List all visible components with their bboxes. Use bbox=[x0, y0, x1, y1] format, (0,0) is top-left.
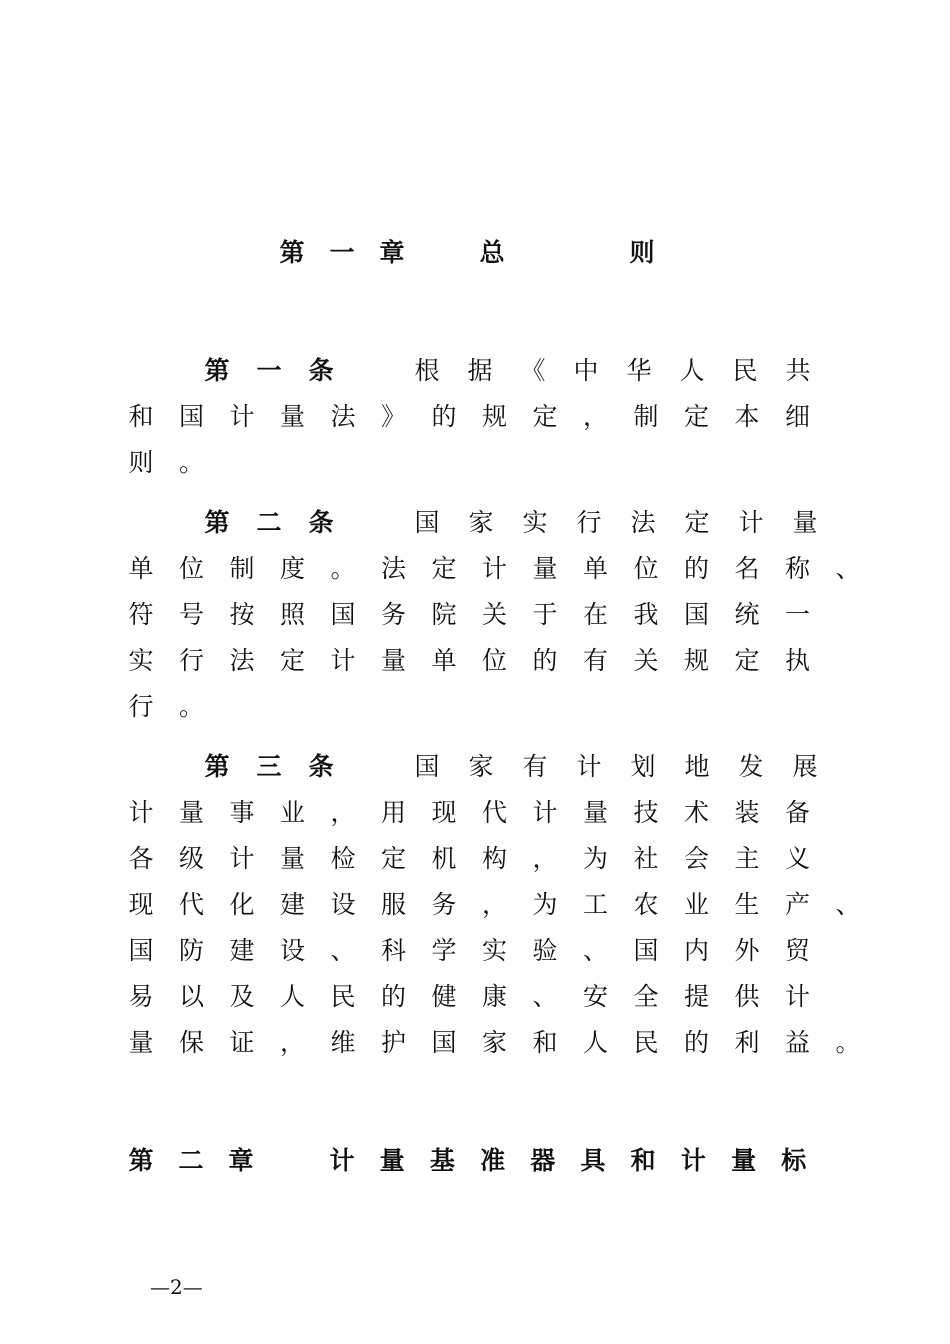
glyph: 划 bbox=[630, 752, 656, 781]
glyph: 的 bbox=[683, 554, 709, 583]
glyph: 全 bbox=[633, 982, 659, 1011]
glyph: 名 bbox=[734, 554, 760, 583]
glyph: 第 bbox=[128, 1146, 154, 1175]
glyph: 量 bbox=[731, 1146, 757, 1175]
glyph: 及 bbox=[229, 982, 255, 1011]
glyph: 人 bbox=[279, 982, 305, 1011]
glyph: 计 bbox=[229, 844, 255, 873]
glyph: 现 bbox=[431, 798, 457, 827]
glyph: 和 bbox=[532, 1028, 558, 1057]
glyph: 人 bbox=[582, 1028, 608, 1057]
glyph: 民 bbox=[330, 982, 356, 1011]
glyph: 条 bbox=[308, 752, 334, 781]
glyph: 量 bbox=[279, 402, 305, 431]
glyph: 执 bbox=[784, 646, 810, 675]
glyph: 共 bbox=[785, 356, 811, 385]
glyph: 义 bbox=[784, 844, 810, 873]
glyph: 条 bbox=[308, 356, 334, 385]
glyph: 术 bbox=[683, 798, 709, 827]
glyph: 代 bbox=[481, 798, 507, 827]
glyph: 院 bbox=[431, 600, 457, 629]
glyph: 准 bbox=[480, 1146, 506, 1175]
page-number: —2— bbox=[150, 1275, 203, 1299]
glyph: 建 bbox=[279, 890, 305, 919]
glyph: 民 bbox=[732, 356, 758, 385]
glyph: 量 bbox=[792, 508, 818, 537]
glyph: ， bbox=[279, 1028, 305, 1057]
glyph: ， bbox=[481, 890, 507, 919]
glyph: 称 bbox=[784, 554, 810, 583]
glyph: 国 bbox=[330, 600, 356, 629]
glyph: 社 bbox=[633, 844, 659, 873]
glyph: ， bbox=[582, 402, 608, 431]
glyph: 级 bbox=[178, 844, 204, 873]
glyph: 维 bbox=[330, 1028, 356, 1057]
glyph: 定 bbox=[683, 402, 709, 431]
glyph: 健 bbox=[431, 982, 457, 1011]
glyph: 为 bbox=[532, 890, 558, 919]
glyph: 关 bbox=[481, 600, 507, 629]
glyph: 易 bbox=[128, 982, 154, 1011]
glyph: 在 bbox=[582, 600, 608, 629]
glyph: 化 bbox=[229, 890, 255, 919]
glyph: 、 bbox=[835, 554, 861, 583]
glyph: 位 bbox=[178, 554, 204, 583]
glyph: 法 bbox=[380, 554, 406, 583]
glyph: 防 bbox=[178, 936, 204, 965]
glyph: 各 bbox=[128, 844, 154, 873]
glyph: 民 bbox=[633, 1028, 659, 1057]
glyph: 的 bbox=[532, 646, 558, 675]
glyph: 、 bbox=[582, 936, 608, 965]
glyph: 量 bbox=[380, 646, 406, 675]
glyph: 。 bbox=[178, 692, 204, 721]
glyph: 和 bbox=[630, 1146, 656, 1175]
glyph: 备 bbox=[784, 798, 810, 827]
glyph: 单 bbox=[431, 646, 457, 675]
glyph: 计 bbox=[128, 798, 154, 827]
glyph: 根 bbox=[414, 356, 440, 385]
glyph: 照 bbox=[279, 600, 305, 629]
glyph: 则 bbox=[629, 238, 655, 267]
glyph: 三 bbox=[256, 752, 282, 781]
glyph: 益 bbox=[784, 1028, 810, 1057]
glyph: 我 bbox=[633, 600, 659, 629]
glyph: 以 bbox=[178, 982, 204, 1011]
glyph: 会 bbox=[683, 844, 709, 873]
glyph: 量 bbox=[279, 844, 305, 873]
glyph: 供 bbox=[734, 982, 760, 1011]
glyph: 实 bbox=[522, 508, 548, 537]
glyph: 统 bbox=[734, 600, 760, 629]
glyph: 服 bbox=[380, 890, 406, 919]
glyph: 检 bbox=[330, 844, 356, 873]
glyph: 产 bbox=[784, 890, 810, 919]
glyph: 的 bbox=[683, 1028, 709, 1057]
glyph: 行 bbox=[576, 508, 602, 537]
glyph: 二 bbox=[178, 1146, 204, 1175]
glyph: 一 bbox=[784, 600, 810, 629]
glyph: 用 bbox=[380, 798, 406, 827]
glyph: 。 bbox=[178, 448, 204, 477]
glyph: 人 bbox=[679, 356, 705, 385]
glyph: 外 bbox=[734, 936, 760, 965]
glyph: 位 bbox=[633, 554, 659, 583]
glyph: 、 bbox=[532, 982, 558, 1011]
glyph: 计 bbox=[576, 752, 602, 781]
glyph: 事 bbox=[229, 798, 255, 827]
glyph: 主 bbox=[734, 844, 760, 873]
glyph: 度 bbox=[279, 554, 305, 583]
glyph: 符 bbox=[128, 600, 154, 629]
glyph: 量 bbox=[532, 554, 558, 583]
glyph: 量 bbox=[582, 798, 608, 827]
glyph: 、 bbox=[835, 890, 861, 919]
glyph: 章 bbox=[379, 238, 405, 267]
glyph: 国 bbox=[414, 508, 440, 537]
glyph: 务 bbox=[431, 890, 457, 919]
glyph: 农 bbox=[633, 890, 659, 919]
glyph: 总 bbox=[479, 238, 505, 267]
glyph: 技 bbox=[633, 798, 659, 827]
glyph: 设 bbox=[279, 936, 305, 965]
glyph: 现 bbox=[128, 890, 154, 919]
glyph: 于 bbox=[532, 600, 558, 629]
glyph: 计 bbox=[481, 554, 507, 583]
glyph: 。 bbox=[330, 554, 356, 583]
glyph: 行 bbox=[128, 692, 154, 721]
glyph: 证 bbox=[229, 1028, 255, 1057]
glyph: 提 bbox=[683, 982, 709, 1011]
glyph: 为 bbox=[582, 844, 608, 873]
glyph: 法 bbox=[630, 508, 656, 537]
glyph: 计 bbox=[784, 982, 810, 1011]
glyph: 第 bbox=[204, 356, 230, 385]
glyph: 规 bbox=[481, 402, 507, 431]
glyph: 单 bbox=[582, 554, 608, 583]
glyph: 法 bbox=[330, 402, 356, 431]
glyph: 康 bbox=[481, 982, 507, 1011]
glyph: 基 bbox=[429, 1146, 455, 1175]
glyph: 量 bbox=[128, 1028, 154, 1057]
glyph: 具 bbox=[580, 1146, 606, 1175]
glyph: 国 bbox=[178, 402, 204, 431]
glyph: 建 bbox=[229, 936, 255, 965]
glyph: 国 bbox=[431, 1028, 457, 1057]
glyph: 量 bbox=[379, 1146, 405, 1175]
glyph: 家 bbox=[481, 1028, 507, 1057]
glyph: 按 bbox=[229, 600, 255, 629]
glyph: 标 bbox=[781, 1146, 807, 1175]
glyph: 第 bbox=[204, 508, 230, 537]
glyph: 护 bbox=[380, 1028, 406, 1057]
glyph: 定 bbox=[734, 646, 760, 675]
glyph: ， bbox=[532, 844, 558, 873]
glyph: 《 bbox=[520, 356, 546, 385]
glyph: 则 bbox=[128, 448, 154, 477]
glyph: 发 bbox=[738, 752, 764, 781]
glyph: 定 bbox=[279, 646, 305, 675]
glyph: 计 bbox=[229, 402, 255, 431]
glyph: 利 bbox=[734, 1028, 760, 1057]
glyph: 工 bbox=[582, 890, 608, 919]
glyph: 贸 bbox=[784, 936, 810, 965]
glyph: 据 bbox=[467, 356, 493, 385]
glyph: 、 bbox=[330, 936, 356, 965]
glyph: 有 bbox=[582, 646, 608, 675]
glyph: 验 bbox=[532, 936, 558, 965]
glyph: 器 bbox=[530, 1146, 556, 1175]
glyph: 国 bbox=[414, 752, 440, 781]
glyph: 安 bbox=[582, 982, 608, 1011]
glyph: 本 bbox=[734, 402, 760, 431]
glyph: 量 bbox=[178, 798, 204, 827]
glyph: 制 bbox=[229, 554, 255, 583]
glyph: 华 bbox=[626, 356, 652, 385]
glyph: 中 bbox=[573, 356, 599, 385]
glyph: 。 bbox=[835, 1028, 861, 1057]
glyph: 计 bbox=[329, 1146, 355, 1175]
glyph: 定 bbox=[532, 402, 558, 431]
glyph: 条 bbox=[308, 508, 334, 537]
glyph: 保 bbox=[178, 1028, 204, 1057]
glyph: 章 bbox=[228, 1146, 254, 1175]
glyph: 国 bbox=[683, 600, 709, 629]
glyph: 细 bbox=[784, 402, 810, 431]
glyph: 国 bbox=[128, 936, 154, 965]
glyph: 的 bbox=[431, 402, 457, 431]
glyph: 位 bbox=[481, 646, 507, 675]
glyph: 实 bbox=[481, 936, 507, 965]
glyph: 的 bbox=[380, 982, 406, 1011]
glyph: 和 bbox=[128, 402, 154, 431]
glyph: 地 bbox=[684, 752, 710, 781]
glyph: 定 bbox=[684, 508, 710, 537]
glyph: 内 bbox=[683, 936, 709, 965]
glyph: 定 bbox=[380, 844, 406, 873]
glyph: 规 bbox=[683, 646, 709, 675]
glyph: 装 bbox=[734, 798, 760, 827]
glyph: 计 bbox=[680, 1146, 706, 1175]
glyph: ， bbox=[330, 798, 356, 827]
glyph: 制 bbox=[633, 402, 659, 431]
glyph: 法 bbox=[229, 646, 255, 675]
glyph: 计 bbox=[532, 798, 558, 827]
glyph: 展 bbox=[792, 752, 818, 781]
glyph: 家 bbox=[468, 752, 494, 781]
glyph: 业 bbox=[279, 798, 305, 827]
glyph: 业 bbox=[683, 890, 709, 919]
glyph: 实 bbox=[128, 646, 154, 675]
glyph: 代 bbox=[178, 890, 204, 919]
glyph: 有 bbox=[522, 752, 548, 781]
glyph: 一 bbox=[256, 356, 282, 385]
glyph: 》 bbox=[380, 402, 406, 431]
glyph: 单 bbox=[128, 554, 154, 583]
glyph: 关 bbox=[633, 646, 659, 675]
glyph: 学 bbox=[431, 936, 457, 965]
glyph: 机 bbox=[431, 844, 457, 873]
glyph: 设 bbox=[330, 890, 356, 919]
glyph: 国 bbox=[633, 936, 659, 965]
glyph: 一 bbox=[329, 238, 355, 267]
glyph: 构 bbox=[481, 844, 507, 873]
glyph: 务 bbox=[380, 600, 406, 629]
glyph: 定 bbox=[431, 554, 457, 583]
glyph: 第 bbox=[279, 238, 305, 267]
glyph: 行 bbox=[178, 646, 204, 675]
glyph: 科 bbox=[380, 936, 406, 965]
glyph: 二 bbox=[256, 508, 282, 537]
glyph: 家 bbox=[468, 508, 494, 537]
glyph: 计 bbox=[330, 646, 356, 675]
glyph: 第 bbox=[204, 752, 230, 781]
glyph: 计 bbox=[738, 508, 764, 537]
glyph: 号 bbox=[178, 600, 204, 629]
glyph: 生 bbox=[734, 890, 760, 919]
